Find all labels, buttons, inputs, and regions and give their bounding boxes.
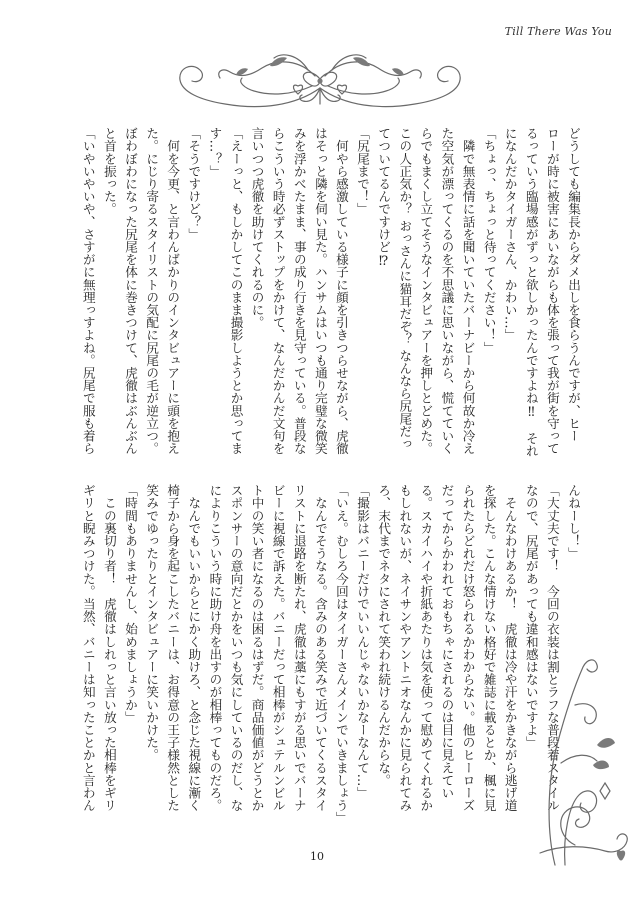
text-column: 「尻尾まで！」 — [355, 127, 371, 216]
text-column: んねーし！」 — [566, 484, 581, 560]
text-column: になんだかタイガーさん、かわい…」 — [502, 127, 518, 342]
text-column: 何を今更、と言わんばかりのインタビュアーに頭を抱え — [165, 127, 181, 455]
text-column: はそっと隣を伺い見た。ハンサムはいつも通り完璧な微笑 — [312, 127, 328, 455]
text-column: 「いやいやいや、さすがに無理っすよね。尻尾で服も着ら — [80, 127, 96, 455]
text-column: 言いつつ虎徹を助けてくれるのに。 — [249, 127, 265, 329]
text-column: この裏切り者！ 虎徹はしれっと言い放った相棒をギリ — [101, 484, 117, 812]
text-column: を探した。こんな情けない格好で雑誌に載るとか、楓に見 — [481, 484, 497, 812]
corner-flourish-ornament — [535, 645, 630, 870]
text-column: ローが時に被害にあいながらも体を張って我が街を守って — [544, 127, 560, 455]
text-column: 「いえ。むしろ今回はタイガーさんメインでいきましょう」 — [333, 484, 349, 825]
text-column: ぼわぼわになった尻尾を体に巻きつけて、虎徹はぶんぶん — [123, 127, 139, 455]
text-column: ト中の笑い者になるのは困るはずだ。商品価値がどうとか — [249, 484, 265, 812]
top-flourish-ornament — [170, 48, 470, 118]
text-column: と首を振った。 — [101, 127, 117, 216]
text-block-upper — [77, 127, 584, 457]
text-column: 「撮影はバニーだけでいいんじゃないかなーなんて…」 — [355, 484, 371, 799]
text-column: ろ、末代までネタにされて笑われ続けるんだからな。 — [376, 484, 392, 787]
text-column: 何やら感激している様子に顔を引きつらせながら、虎徹 — [333, 127, 349, 455]
text-column: 「時間もありませんし、始めましょうか」 — [123, 484, 139, 724]
text-column: 椅子から身を起こしたバニーは、お得意の王子様然とした — [165, 484, 181, 812]
running-header-title: Till There Was You — [504, 25, 612, 38]
text-column: るっていう臨場感がずっと欲しかったんですよね‼ それ — [523, 127, 539, 457]
page-number: 10 — [310, 850, 324, 863]
text-column: 「ちょっ、ちょっと待ってください！」 — [481, 127, 497, 354]
text-column: らこういう時必ずストップをかけて、なんだかんだ文句を — [270, 127, 286, 455]
text-column: によりこういう時に助け舟を出すのが相棒ってものだろ。 — [207, 484, 223, 812]
text-column: なんでそうなる。含みのある笑みで近づいてくるスタイ — [312, 484, 328, 812]
text-column: どうしても編集長からダメ出しを食らうんですが、ヒー — [566, 127, 581, 442]
text-column: す…？」 — [207, 127, 223, 178]
text-column: 隣で無表情に話を聞いていたバーナビーから何故か冷え — [460, 127, 476, 455]
text-column: 「そうですけど？」 — [186, 127, 202, 241]
text-column: ビーに視線で訴えた。バニーだって相棒がシュテルンビル — [270, 484, 286, 812]
text-column: てついてるんですけど⁉ — [376, 127, 392, 268]
text-column: 笑みでゆったりとインタビュアーに笑いかけた。 — [144, 484, 160, 762]
text-column: られたらどれだけ怒られるかわからない。他のヒーローズ — [460, 484, 476, 812]
text-column: 「大丈夫です！ 今回の衣装は割とラフな普段着スタイル — [544, 484, 560, 812]
text-column: なんでもいいからとにかく助けろ、と念じた視線に漸く — [186, 484, 202, 812]
text-column: なので、尻尾があっても違和感はないですよ」 — [523, 484, 539, 749]
text-column: スポンサーの意向だとかをいつも気にしているのだし、な — [228, 484, 244, 812]
text-column: る。スカイハイや折紙あたりは気を使って慰めてくれるか — [418, 484, 434, 812]
text-column: だってからかわれておもちゃにされるのは目に見えてい — [439, 484, 455, 799]
text-column: もしれないが、ネイサンやアントニオなんかに見られてみ — [397, 484, 413, 812]
text-column: 「えーっと、もしかしてこのまま撮影しようとか思ってま — [228, 127, 244, 455]
text-column: た。にじり寄るスタイリストの気配に尻尾の毛が逆立つ。 — [144, 127, 160, 455]
text-block-lower — [77, 484, 584, 825]
text-column: そんなわけあるか！ 虎徹は冷や汗をかきながら逃げ道 — [502, 484, 518, 812]
text-column: この人正気か？ おっさんに猫耳だぞ？ なんなら尻尾だっ — [397, 127, 413, 451]
text-column: らでもまくし立てそうなインタビュアーを押しとどめた。 — [418, 127, 434, 455]
text-column: た空気が漂ってくるのを不思議に思いながら、慌てていく — [439, 127, 455, 455]
text-column: みを浮かべたまま、事の成り行きを見守っている。普段な — [291, 127, 307, 455]
text-column: リストに退路を断たれ、虎徹は藁にもすがる思いでバーナ — [291, 484, 307, 812]
text-column: ギリと睨みつけた。当然、バニーは知ったことかと言わん — [80, 484, 96, 812]
